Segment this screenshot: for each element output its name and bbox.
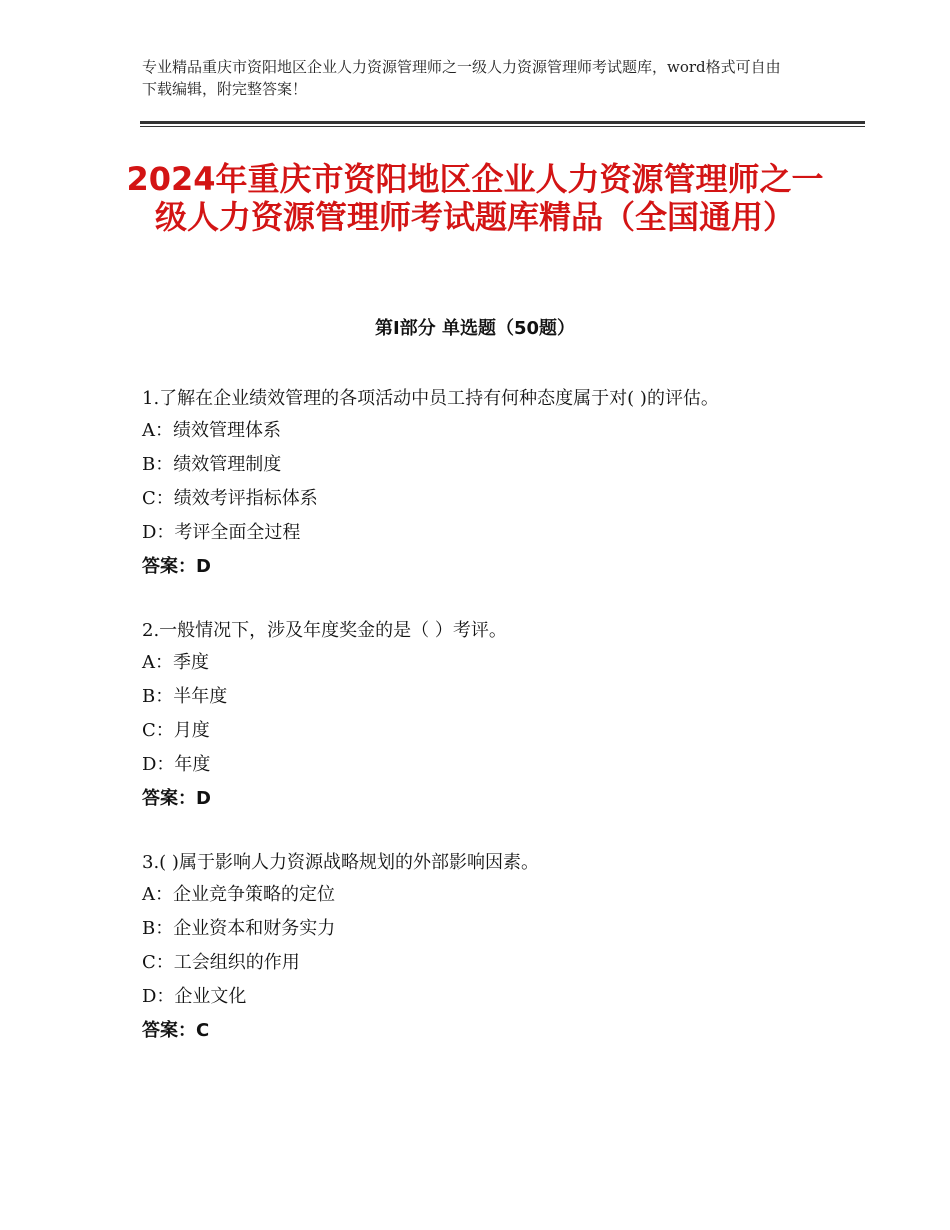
option-b: B：绩效管理制度 [142,454,282,475]
header-rule-thin [140,126,865,127]
question-3 [142,848,812,1048]
option-d: D：考评全面全过程 [142,522,301,543]
option-b: B：企业资本和财务实力 [142,918,336,939]
option-a: A：企业竞争策略的定位 [142,884,335,905]
question-1 [142,384,812,584]
option-b: B：半年度 [142,686,228,707]
header-rule-thick [140,121,865,124]
question-2 [142,616,812,816]
section-title: 第Ⅰ部分 单选题（50题） [374,318,575,339]
answer-label: 答案：D [142,788,211,809]
option-d: D：企业文化 [142,986,247,1007]
option-d: D：年度 [142,754,211,775]
option-a: A：季度 [142,652,209,673]
option-c: C：月度 [142,720,210,741]
answer-label: 答案：D [142,556,211,577]
option-a: A：绩效管理体系 [142,420,281,441]
header-note: 专业精品重庆市资阳地区企业人力资源管理师之一级人力资源管理师考试题库，word格式可自由下载编辑，附完整答案！ [142,58,781,98]
question-text: 1.了解在企业绩效管理的各项活动中员工持有何种态度属于对( )的评估。 [142,388,719,409]
question-list [142,384,812,1080]
question-text: 3.( )属于影响人力资源战略规划的外部影响因素。 [142,852,539,873]
question-text: 2.一般情况下，涉及年度奖金的是（ ）考评。 [142,620,507,641]
option-c: C：工会组织的作用 [142,952,300,973]
option-c: C：绩效考评指标体系 [142,488,318,509]
document-title: 2024年重庆市资阳地区企业人力资源管理师之一级人力资源管理师考试题库精品（全国通用） [126,160,824,236]
answer-label: 答案：C [142,1020,210,1041]
